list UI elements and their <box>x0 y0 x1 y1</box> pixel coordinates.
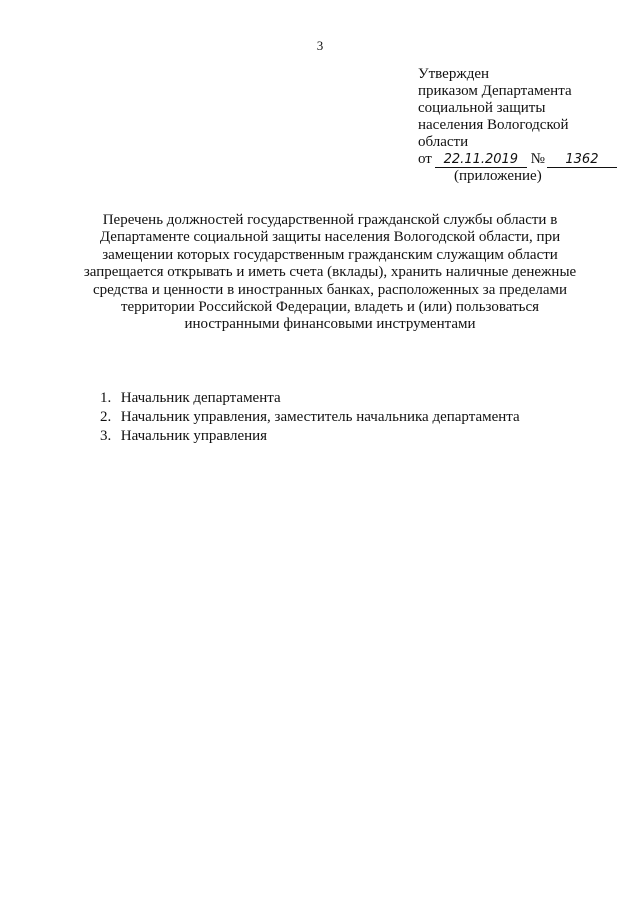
list-item-text: Начальник управления <box>120 428 268 444</box>
appendix-label: (приложение) <box>454 168 542 184</box>
title-line: средства и ценности в иностранных банках, расположенных за пределами <box>92 281 568 298</box>
approval-line: области <box>418 134 469 150</box>
approval-line: Утвержден <box>418 66 490 82</box>
list-item <box>100 408 520 427</box>
page-number: 3 <box>316 38 324 53</box>
list-item-number: 1. <box>100 390 112 406</box>
approval-line: социальной защиты <box>418 100 546 116</box>
list-item <box>100 427 520 446</box>
positions-list <box>100 389 520 446</box>
number-sign: № <box>530 151 545 167</box>
approval-block <box>418 66 628 185</box>
approval-line: приказом Департамента <box>418 83 572 99</box>
title-line: замещении которых государственным гражданским служащим области <box>102 246 558 263</box>
title-line: иностранными финансовыми инструментами <box>184 316 476 333</box>
order-date: 22.11.2019 <box>435 152 527 168</box>
title-line: Перечень должностей государственной гражданской службы области в <box>102 212 558 228</box>
list-item-number: 2. <box>100 409 112 425</box>
document-title <box>70 212 590 334</box>
list-item-number: 3. <box>100 428 112 444</box>
order-prefix: от <box>418 151 432 167</box>
title-line: территории Российской Федерации, владеть и (или) пользоваться <box>120 299 540 316</box>
title-line: Департаменте социальной защиты населения Вологодской области, при <box>99 229 561 246</box>
list-item <box>100 389 520 408</box>
approval-line: населения Вологодской <box>418 117 569 133</box>
title-line: запрещается открывать и иметь счета (вклады), хранить наличные денежные <box>83 264 577 281</box>
order-number: 1362 <box>547 152 617 168</box>
list-item-text: Начальник управления, заместитель начальника департамента <box>120 409 520 425</box>
list-item-text: Начальник департамента <box>120 390 281 406</box>
order-line <box>418 151 628 168</box>
